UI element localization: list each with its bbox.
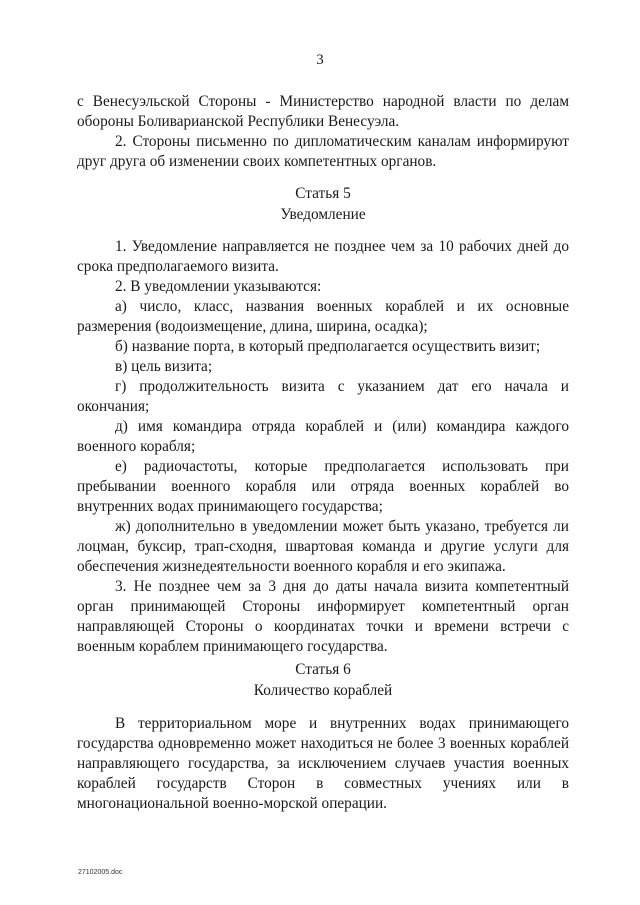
article-5-item-g: г) продолжительность визита с указанием дат его начала и окончания; — [77, 378, 569, 415]
article-5-title: Уведомление — [280, 206, 366, 223]
article-6-paragraph: В территориальном море и внутренних водах принимающего государства одновременно может находиться не более 3 военных кораблей направляющего государства, за исключением случаев участия военных кораблей государств Сторон в совместных учениях или в многонациональной военно-морской операции. — [77, 715, 569, 812]
article-5-item-zh: ж) дополнительно в уведомлении может быть указано, требуется ли лоцман, буксир, трап-сходня, швартовая команда и другие услуги для обеспечения жизнедеятельности военного корабля и его экипажа. — [77, 518, 569, 575]
article-5-clause-1: 1. Уведомление направляется не позднее чем за 10 рабочих дней до срока предполагаемого визита. — [77, 238, 569, 275]
article-5-clause-2: 2. В уведомлении указываются: — [115, 278, 322, 295]
article-5-item-a: а) число, класс, названия военных кораблей и их основные размерения (водоизмещение, длина, ширина, осадка); — [77, 298, 569, 335]
article-5-item-e: е) радиочастоты, которые предполагается использовать при пребывании военного корабля или отряда военных кораблей во внутренних водах принимающего государства; — [77, 458, 569, 515]
paragraph-competent-authority-venezuela: с Венесуэльской Стороны - Министерство народной власти по делам обороны Боливарианской Республики Венесуэла. — [77, 93, 569, 130]
footer-filename: 27102005.doc — [78, 869, 123, 876]
article-5-heading — [77, 183, 569, 225]
page-number: 3 — [316, 52, 324, 68]
article-6-heading — [77, 659, 569, 701]
article-5-clause-3: 3. Не позднее чем за 3 дня до даты начала визита компетентный орган принимающей Стороны информирует компетентный орган направляющей Стороны о координатах точки и времени встречи с военным кораблем принимающего государства. — [77, 578, 569, 655]
article-5-item-v: в) цель визита; — [115, 358, 213, 375]
article-5-item-b: б) название порта, в который предполагается осуществить визит; — [115, 338, 541, 355]
paragraph-2-notification-of-changes: 2. Стороны письменно по дипломатическим каналам информируют друг друга об изменении своих компетентных органов. — [77, 133, 569, 170]
article-5-number: Статья 5 — [295, 185, 351, 202]
article-6-title: Количество кораблей — [253, 682, 393, 699]
article-6-number: Статья 6 — [295, 661, 351, 678]
article-5-item-d: д) имя командира отряда кораблей и (или) командира каждого военного корабля; — [77, 418, 569, 455]
